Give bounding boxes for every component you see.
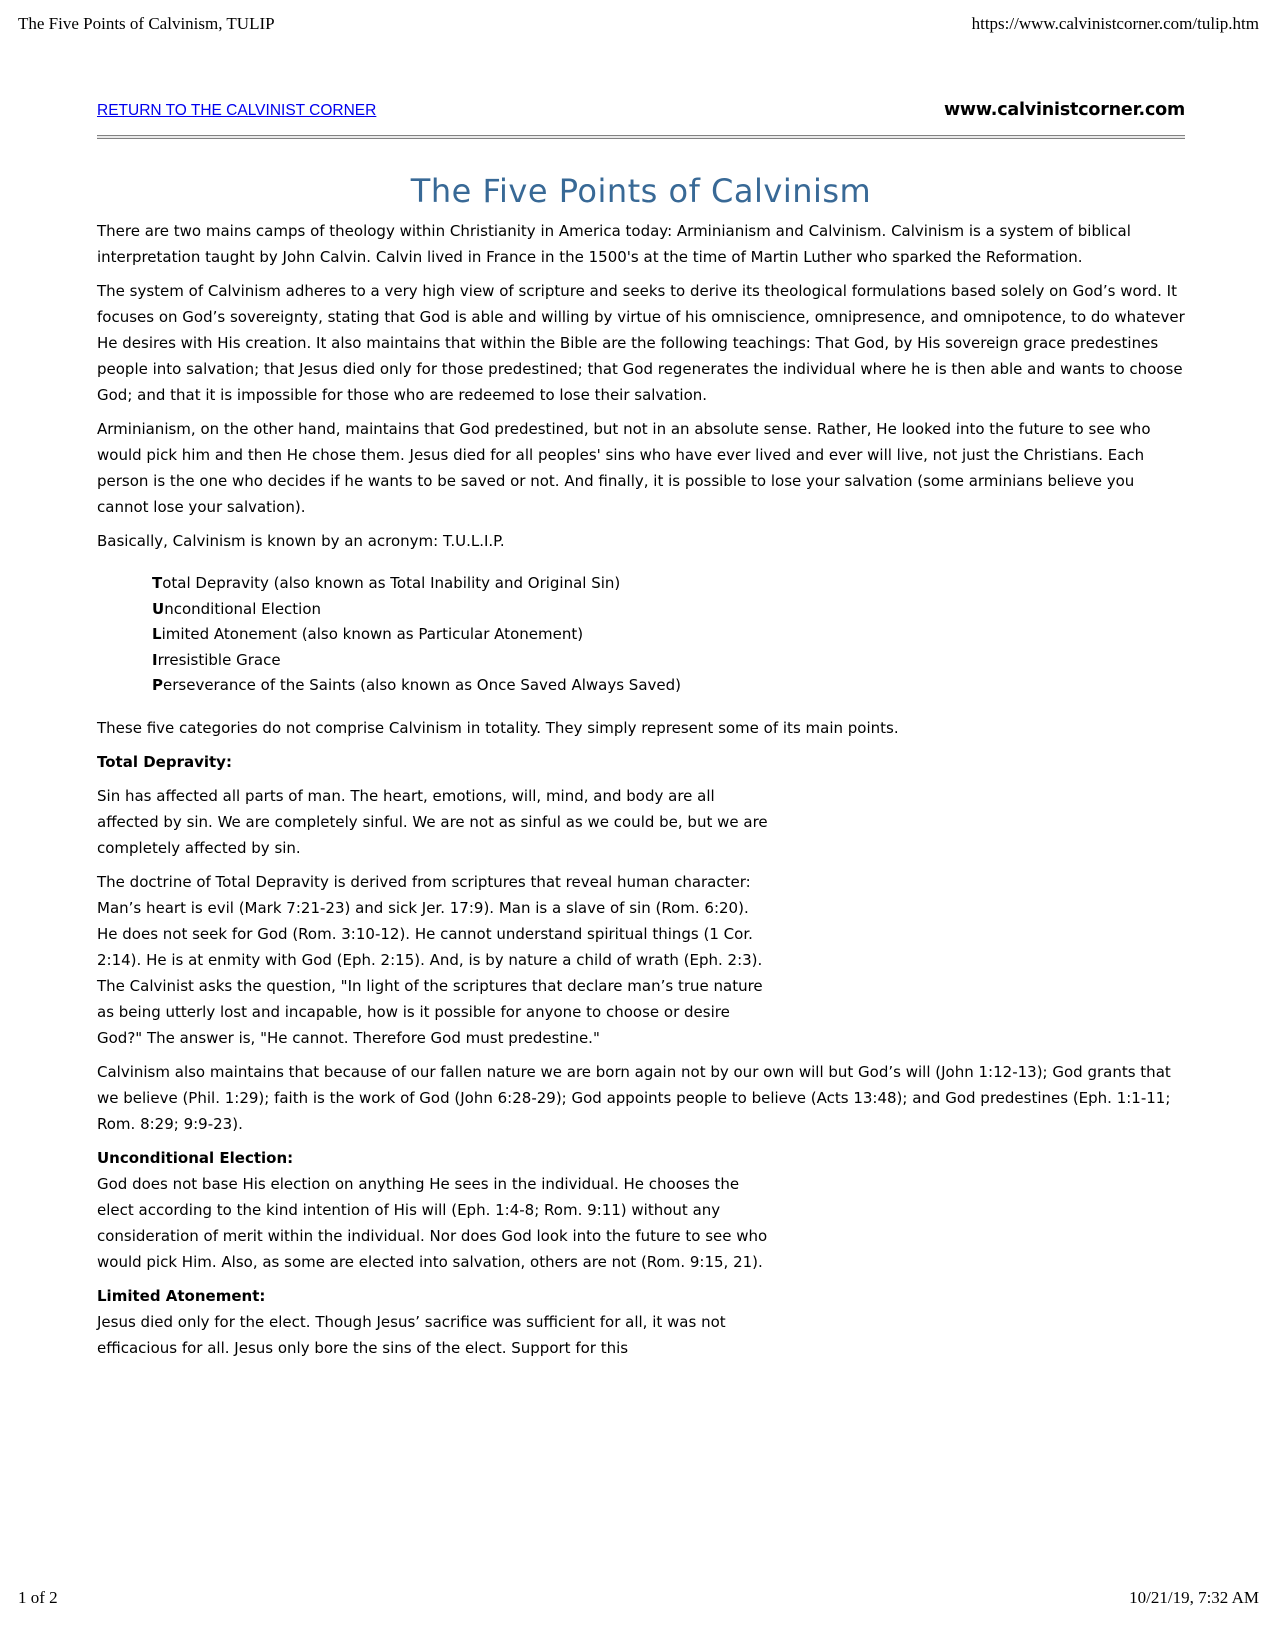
float-spacer	[773, 1171, 1185, 1631]
summary-note: These five categories do not comprise Calvinism in totality. They simply represent some of its main points.	[97, 718, 899, 737]
print-footer-timestamp: 10/21/19, 7:32 AM	[1129, 1588, 1259, 1607]
limited-atonement-body: Jesus died only for the elect. Though Jesus’ sacrifice was sufficient for all, it was not efficacious for all. Jesus only bore the sins of the elect. Support for this	[97, 1312, 726, 1357]
total-depravity-paragraph-2: The doctrine of Total Depravity is derived from scriptures that reveal human character: Man’s heart is evil (Mark 7:21-23) and sick Jer. 17:9). Man is a slave of sin (Rom. 6:20). He does not seek for God (Rom. 3:10-12). He cannot understand spiritual things (1 Cor. 2:14). He is at enmity with God (Eph. 2:15). And, is by nature a child of wrath (Eph. 2:3). The Calvinist asks the question, "In light of the scriptures that declare man’s true nature as being utterly lost and incapable, how is it possible for anyone to choose or desire God?" The answer is, "He cannot. Therefore God must predestine."	[97, 872, 763, 1047]
page-title: The Five Points of Calvinism	[410, 172, 872, 210]
intro-paragraph-4: Basically, Calvinism is known by an acronym: T.U.L.I.P.	[97, 532, 505, 550]
horizontal-rule	[97, 135, 1185, 139]
section-heading-unconditional-election: Unconditional Election:	[97, 1148, 294, 1167]
float-spacer	[773, 783, 1185, 1015]
print-header	[18, 14, 1259, 34]
site-name: www.calvinistcorner.com	[943, 100, 1185, 120]
section-heading-total-depravity: Total Depravity:	[97, 752, 232, 771]
total-depravity-paragraph-1: Sin has affected all parts of man. The heart, emotions, will, mind, and body are all affected by sin. We are completely sinful. We are not as sinful as we could be, but we are completely affected by sin.	[97, 783, 1185, 861]
intro-paragraph-1: There are two mains camps of theology within Christianity in America today: Arminianism and Calvinism. Calvinism is a system of biblical interpretation taught by John Calvin. Calvin lived in France in the 1500's at the time of Martin Luther who sparked the Reformation.	[97, 222, 1131, 266]
intro-paragraph-3: Arminianism, on the other hand, maintains that God predestined, but not in an absolute sense. Rather, He looked into the future to see who would pick him and then He chose them. Jesus died for all peoples' sins who have ever lived and ever will live, not just the Christians. Each person is the one who decides if he wants to be saved or not. And finally, it is possible to lose your salvation (some arminians believe you cannot lose your salvation).	[97, 420, 1151, 516]
unconditional-election-body: God does not base His election on anything He sees in the individual. He chooses the elect according to the kind intention of His will (Eph. 1:4-8; Rom. 9:11) without any consideration of merit within the individual. Nor does God look into the future to see who would pick Him. Also, as some are elected into salvation, others are not (Rom. 9:15, 21).	[97, 1174, 768, 1271]
tulip-item-perseverance: Perseverance of the Saints (also known as Once Saved Always Saved)	[152, 676, 681, 694]
intro-paragraph-2: The system of Calvinism adheres to a very high view of scripture and seeks to derive its theological formulations based solely on God’s word. It focuses on God’s sovereignty, stating that God is able and willing by virtue of his omniscience, omnipresence, and omnipotence, to do whatever He desires with His creation. It also maintains that within the Bible are the following teachings: That God, by His sovereign grace predestines people into salvation; that Jesus died only for those predestined; that God regenerates the individual where he is then able and wants to choose God; and that it is impossible for those who are redeemed to lose their salvation.	[97, 282, 1185, 404]
tulip-item-total-depravity: Total Depravity (also known as Total Inability and Original Sin)	[152, 574, 621, 592]
page-content	[97, 100, 1185, 1631]
site-topbar	[97, 100, 1185, 120]
total-depravity-paragraph-3: Calvinism also maintains that because of our fallen nature we are born again not by our own will but God’s will (John 1:12-13); God grants that we believe (Phil. 1:29); faith is the work of God (John 6:28-29); God appoints people to believe (Acts 13:48); and God predestines (Eph. 1:1-11; Rom. 8:29; 9:9-23).	[97, 1062, 1171, 1133]
tulip-item-limited-atonement: Limited Atonement (also known as Particular Atonement)	[152, 625, 584, 643]
print-header-title: The Five Points of Calvinism, TULIP	[18, 14, 275, 33]
print-footer	[18, 1588, 1259, 1608]
tulip-acronym-list	[97, 571, 1185, 699]
section-heading-limited-atonement: Limited Atonement:	[97, 1286, 266, 1305]
section-unconditional-election	[97, 1145, 1185, 1275]
return-link[interactable]: RETURN TO THE CALVINIST CORNER	[97, 102, 377, 119]
print-footer-page-number: 1 of 2	[18, 1588, 58, 1607]
tulip-item-unconditional-election: Unconditional Election	[152, 599, 322, 618]
print-header-url: https://www.calvinistcorner.com/tulip.htm	[971, 14, 1259, 33]
tulip-item-irresistible-grace: Irresistible Grace	[152, 650, 281, 669]
